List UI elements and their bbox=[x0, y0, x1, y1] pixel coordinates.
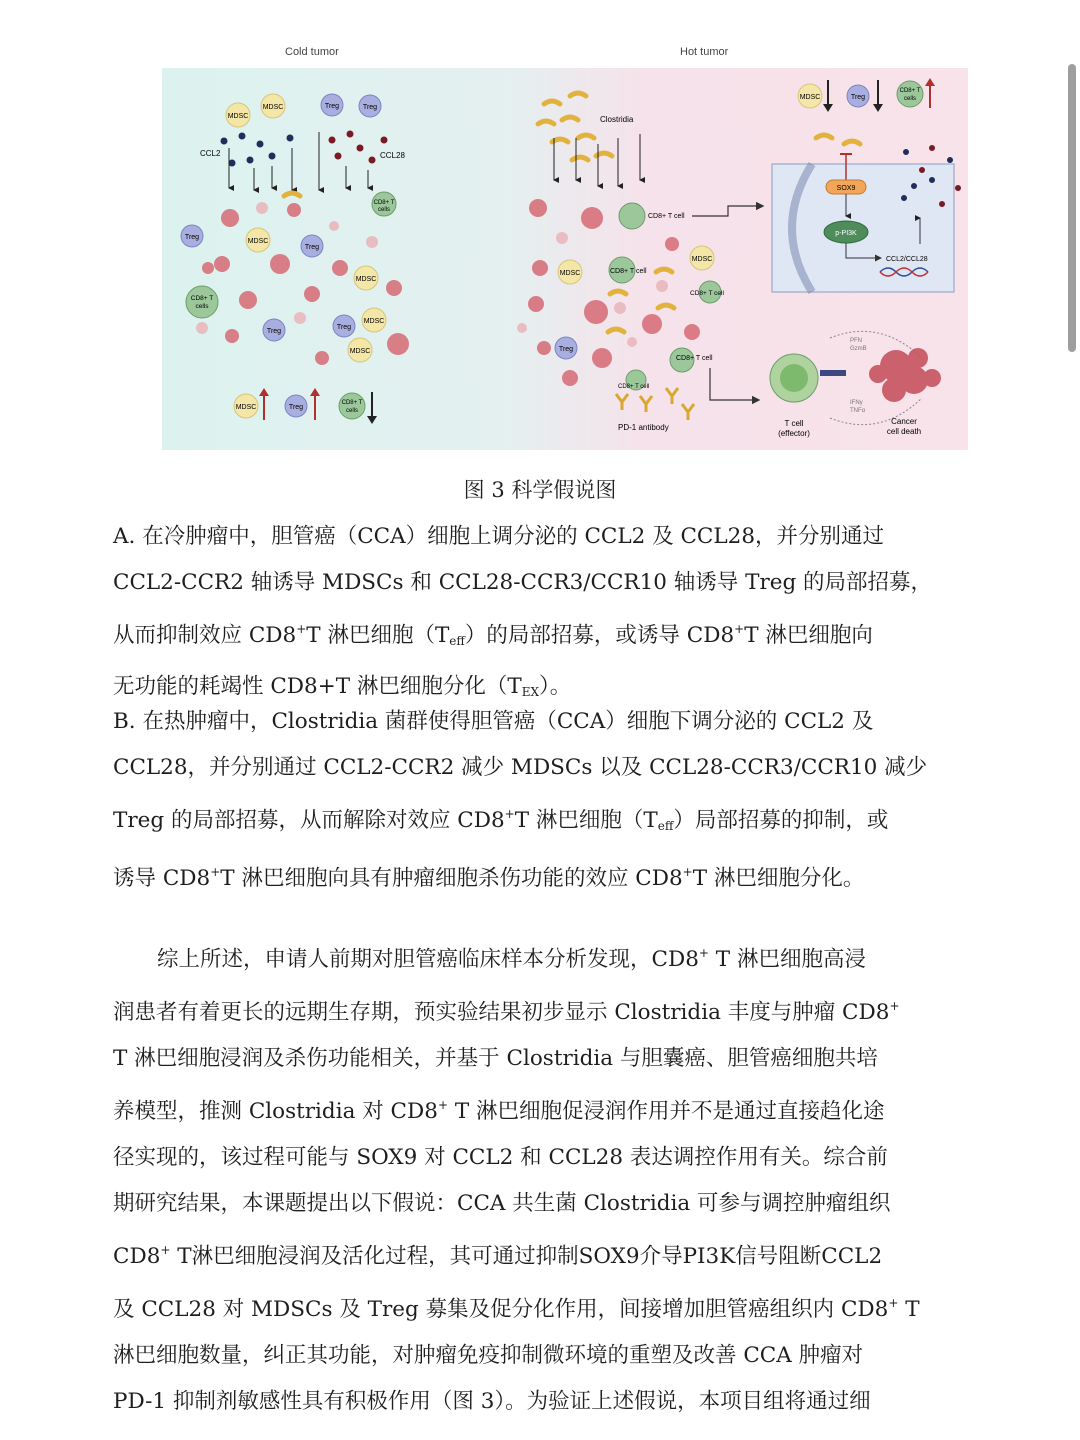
summary-line: 期研究结果，本课题提出以下假说：CCA 共生菌 Clostridia 可参与调控肿瘤组织 bbox=[113, 1191, 891, 1216]
svg-text:MDSC: MDSC bbox=[227, 113, 249, 120]
sox9-label: SOX9 bbox=[836, 185, 856, 192]
clostridia-label: Clostridia bbox=[600, 115, 634, 124]
treg-cell bbox=[321, 94, 343, 116]
svg-text:MDSC: MDSC bbox=[355, 276, 377, 283]
svg-text:CD8+ T: CD8+ T bbox=[341, 400, 363, 406]
mdsc-cell bbox=[558, 260, 582, 284]
cd8-t-cell bbox=[372, 192, 396, 216]
svg-text:cells: cells bbox=[195, 303, 209, 310]
svg-text:CD8+ T cell: CD8+ T cell bbox=[648, 213, 685, 220]
mdsc-cell bbox=[362, 308, 386, 332]
p-pi3k-label: p-PI3K bbox=[835, 230, 857, 237]
svg-text:Treg: Treg bbox=[324, 103, 340, 110]
mdsc-cell bbox=[226, 103, 250, 127]
svg-text:CD8+ T: CD8+ T bbox=[190, 295, 214, 302]
svg-text:cell death: cell death bbox=[886, 427, 922, 436]
svg-text:MDSC: MDSC bbox=[691, 256, 713, 263]
bacteria-icon bbox=[284, 193, 300, 196]
summary-line: 及 CCL28 对 MDSCs 及 Treg 募集及促分化作用，间接增加胆管癌组织内 CD8+ T bbox=[113, 1296, 920, 1322]
svg-text:Treg: Treg bbox=[184, 234, 200, 241]
treg-cell bbox=[359, 95, 381, 117]
treg-cell bbox=[263, 319, 285, 341]
summary-line: CD8+ T淋巴细胞浸润及活化过程，其可通过抑制SOX9介导PI3K信号阻断CCL2 bbox=[113, 1243, 883, 1269]
svg-text:Treg: Treg bbox=[558, 346, 574, 353]
cd8-t-cell bbox=[186, 286, 218, 318]
summary-line: 淋巴细胞数量，纠正其功能，对肿瘤免疫抑制微环境的重塑及改善 CCA 肿瘤对 bbox=[113, 1343, 864, 1368]
para-b-line: B. 在热肿瘤中，Clostridia 菌群使得胆管癌（CCA）细胞下调分泌的 CCL2 及 bbox=[113, 709, 874, 734]
summary-line: PD-1 抑制剂敏感性具有积极作用（图 3）。为验证上述假说，本项目组将通过细 bbox=[113, 1389, 871, 1414]
svg-text:CD8+ T cell: CD8+ T cell bbox=[690, 290, 724, 297]
scrollbar[interactable] bbox=[1068, 64, 1076, 352]
para-a-line: 无功能的耗竭性 CD8+T 淋巴细胞分化$(T_{EX})$。 bbox=[113, 674, 572, 699]
para-a-line: 从而抑制效应 CD8+T 淋巴细胞$(T_{eff})$的局部招募，或诱导 CD8+T 淋巴细胞向 bbox=[113, 622, 873, 648]
pd1-antibody-label: PD-1 antibody bbox=[618, 423, 669, 432]
svg-text:PFN: PFN bbox=[850, 338, 862, 344]
svg-text:cells: cells bbox=[345, 408, 359, 414]
svg-text:cells: cells bbox=[377, 207, 391, 213]
svg-text:MDSC: MDSC bbox=[247, 238, 269, 245]
para-a-line: CCL2-CCR2 轴诱导 MDSCs 和 CCL28-CCR3/CCR10 轴诱导 Treg 的局部招募， bbox=[113, 570, 933, 595]
treg-cell bbox=[181, 225, 203, 247]
svg-text:(effector): (effector) bbox=[778, 429, 810, 438]
ccl2-ccl28-label: CCL2/CCL28 bbox=[886, 256, 928, 263]
summary-line: 润患者有着更长的远期生存期，预实验结果初步显示 Clostridia 丰度与肿瘤 CD8+ bbox=[113, 999, 900, 1025]
summary-line: 养模型，推测 Clostridia 对 CD8+ T 淋巴细胞促浸润作用并不是通过直接趋化途 bbox=[113, 1098, 885, 1124]
mdsc-cell bbox=[246, 228, 270, 252]
para-b-line: 诱导 CD8+T 淋巴细胞向具有肿瘤细胞杀伤功能的效应 CD8+T 淋巴细胞分化。 bbox=[113, 865, 865, 891]
mdsc-cell bbox=[261, 94, 285, 118]
hypothesis-figure bbox=[162, 68, 968, 450]
cold-tumor-title: Cold tumor bbox=[285, 46, 339, 58]
mdsc-cell bbox=[690, 246, 714, 270]
svg-text:GzmB: GzmB bbox=[850, 346, 867, 352]
mdsc-cell bbox=[354, 266, 378, 290]
paragraph-a bbox=[113, 514, 935, 715]
svg-text:IFNγ: IFNγ bbox=[850, 400, 863, 406]
treg-cell bbox=[301, 235, 323, 257]
summary-line: 综上所述，申请人前期对胆管癌临床样本分析发现，CD8+ T 淋巴细胞高浸 bbox=[157, 946, 866, 972]
svg-text:Treg: Treg bbox=[304, 244, 320, 251]
para-b-line: Treg 的局部招募，从而解除对效应 CD8+T 淋巴细胞$(T_{eff})$局部招募的抑制，或 bbox=[113, 807, 889, 833]
svg-text:MDSC: MDSC bbox=[349, 348, 371, 355]
summary-line: T 淋巴细胞浸润及杀伤功能相关，并基于 Clostridia 与胆囊癌、胆管癌细胞共培 bbox=[113, 1046, 878, 1071]
cancer-cell-death-label: Cancer bbox=[891, 417, 917, 426]
svg-text:CD8+ T cell: CD8+ T cell bbox=[610, 268, 647, 275]
svg-text:Treg: Treg bbox=[362, 104, 378, 111]
svg-text:Treg: Treg bbox=[288, 404, 304, 411]
para-b-line: CCL28，并分别通过 CCL2-CCR2 减少 MDSCs 以及 CCL28-CCR3/CCR10 减少 bbox=[113, 755, 928, 780]
summary-line: 径实现的，该过程可能与 SOX9 对 CCL2 和 CCL28 表达调控作用有关。综合前 bbox=[113, 1145, 888, 1170]
svg-text:CD8+ T: CD8+ T bbox=[373, 200, 395, 206]
ccl2-label: CCL2 bbox=[200, 149, 221, 158]
hot-tumor-title: Hot tumor bbox=[680, 46, 729, 58]
para-a-line: A. 在冷肿瘤中，胆管癌（CCA）细胞上调分泌的 CCL2 及 CCL28，并分别通过 bbox=[113, 524, 885, 549]
svg-text:CD8+ T cell: CD8+ T cell bbox=[676, 355, 713, 362]
svg-text:CD8+ T: CD8+ T bbox=[899, 88, 921, 94]
svg-text:TNFα: TNFα bbox=[850, 408, 866, 414]
hypothesis-diagram bbox=[162, 68, 968, 450]
svg-text:MDSC: MDSC bbox=[559, 270, 581, 277]
svg-text:MDSC: MDSC bbox=[363, 318, 385, 325]
mdsc-cell bbox=[348, 338, 372, 362]
svg-text:Treg: Treg bbox=[266, 328, 282, 335]
svg-text:MDSC: MDSC bbox=[262, 104, 284, 111]
paragraph-b bbox=[113, 699, 935, 902]
svg-text:MDSC: MDSC bbox=[235, 404, 257, 411]
svg-text:Treg: Treg bbox=[336, 324, 352, 331]
treg-cell bbox=[333, 315, 355, 337]
treg-cell bbox=[555, 337, 577, 359]
summary-paragraph bbox=[113, 930, 935, 1425]
ccl28-label: CCL28 bbox=[380, 151, 405, 160]
figure-caption: 图 3 科学假说图 bbox=[463, 478, 617, 502]
svg-text:CD8+ T cell: CD8+ T cell bbox=[618, 384, 650, 390]
svg-text:MDSC: MDSC bbox=[799, 94, 821, 101]
svg-text:Treg: Treg bbox=[850, 94, 866, 101]
svg-text:cells: cells bbox=[903, 96, 917, 102]
t-cell-effector-label: T cell bbox=[784, 419, 804, 428]
